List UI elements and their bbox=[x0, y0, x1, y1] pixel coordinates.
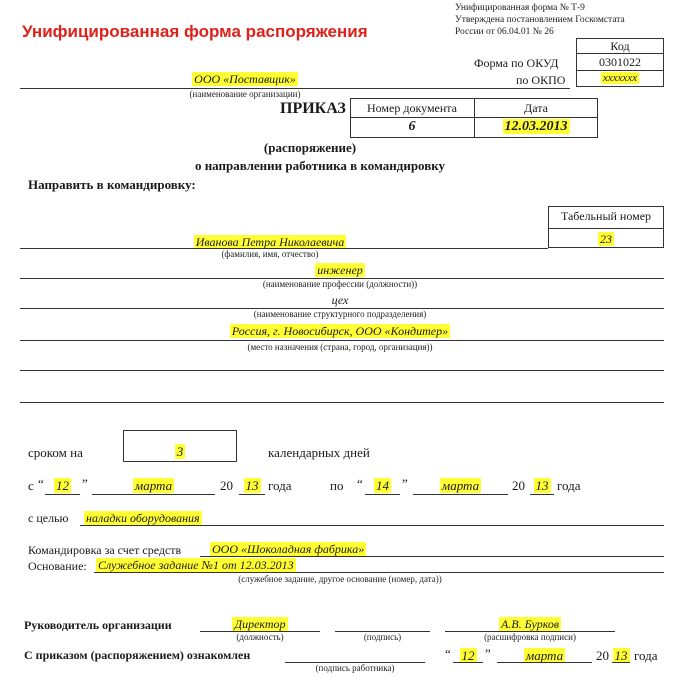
from-year-prefix: 20 bbox=[220, 478, 233, 493]
to-year-prefix: 20 bbox=[512, 478, 525, 493]
order-subtitle-2: о направлении работника в командировку bbox=[194, 158, 446, 173]
employee-destination-text: Россия, г. Новосибирск, ООО «Кондитер» bbox=[231, 324, 449, 338]
to-month bbox=[413, 478, 508, 494]
okpo-value bbox=[576, 72, 664, 84]
head-name-caption: (расшифровка подписи) bbox=[484, 632, 576, 642]
employee-destination bbox=[180, 324, 500, 339]
days-value-text: 3 bbox=[176, 444, 184, 459]
from-month-text: марта bbox=[134, 478, 173, 493]
send-label: Направить в командировку: bbox=[28, 177, 196, 192]
organization-caption: (наименование организации) bbox=[189, 89, 301, 99]
date-value bbox=[474, 119, 598, 135]
purpose-label: с целью bbox=[28, 511, 69, 525]
approval-date-line: России от 06.04.01 № 26 bbox=[455, 27, 554, 37]
from-open-quote: “ bbox=[38, 476, 44, 491]
destination-caption: (место назначения (страна, город, организация)) bbox=[247, 342, 433, 352]
funding-label: Командировка за счет средств bbox=[28, 543, 182, 557]
order-subtitle-1: (распоряжение) bbox=[263, 140, 357, 155]
employee-fio-caption: (фамилия, имя, отчество) bbox=[221, 249, 319, 259]
head-name bbox=[445, 617, 615, 632]
doc-number-value bbox=[350, 119, 474, 135]
days-value bbox=[123, 444, 237, 460]
head-name-text: А.В. Бурков bbox=[500, 617, 560, 631]
acknowledge-signature-caption: (подпись работника) bbox=[315, 663, 395, 673]
purpose-value bbox=[84, 511, 202, 526]
head-position-text: Директор bbox=[234, 617, 286, 631]
doc-number-label: Номер документа bbox=[366, 101, 458, 115]
page-title: Унифицированная форма распоряжения bbox=[22, 22, 368, 41]
from-year bbox=[239, 478, 265, 494]
period-for-label: сроком на bbox=[28, 445, 83, 460]
ack-month-text: марта bbox=[525, 648, 564, 663]
basis-caption: (служебное задание, другое основание (номер, дата)) bbox=[238, 574, 442, 584]
head-label: Руководитель организации bbox=[24, 618, 172, 632]
employee-department bbox=[240, 293, 440, 308]
basis-label: Основание: bbox=[28, 559, 87, 573]
ack-close-quote: ” bbox=[485, 646, 491, 661]
form-number-line: Унифицированная форма № Т-9 bbox=[455, 3, 585, 13]
tab-number-value bbox=[548, 232, 664, 247]
employee-department-text: цех bbox=[331, 293, 349, 307]
ack-year-word: года bbox=[634, 648, 658, 663]
ack-open-quote: “ bbox=[445, 646, 451, 661]
from-month bbox=[92, 478, 215, 494]
basis-value bbox=[96, 558, 296, 573]
to-close-quote: ” bbox=[402, 476, 408, 491]
to-year bbox=[530, 478, 554, 494]
from-day bbox=[45, 478, 80, 494]
order-title: ПРИКАЗ bbox=[280, 100, 346, 117]
from-day-text: 12 bbox=[56, 478, 69, 493]
ack-day-text: 12 bbox=[461, 648, 475, 663]
okud-label: Форма по ОКУД bbox=[474, 56, 559, 70]
organization-name-text: ООО «Поставщик» bbox=[194, 72, 296, 86]
employee-profession bbox=[240, 263, 440, 278]
to-day bbox=[365, 478, 400, 494]
employee-fio-text: Иванова Петра Николаевича bbox=[195, 235, 345, 249]
to-open-quote: “ bbox=[357, 476, 363, 491]
date-text: 12.03.2013 bbox=[504, 119, 568, 134]
days-label: календарных дней bbox=[268, 445, 370, 460]
form-header-info bbox=[455, 2, 625, 38]
funding-value bbox=[210, 542, 366, 557]
doc-number-text: 6 bbox=[408, 119, 416, 134]
funding-value-text: ООО «Шоколадная фабрика» bbox=[212, 542, 365, 556]
to-month-text: марта bbox=[441, 478, 480, 493]
okpo-value-text: xxxxxxx bbox=[602, 72, 638, 84]
purpose-value-text: наладки оборудования bbox=[86, 511, 200, 525]
employee-profession-text: инженер bbox=[317, 263, 363, 277]
basis-value-text: Служебное задание №1 от 12.03.2013 bbox=[98, 558, 294, 572]
to-year-word: года bbox=[557, 478, 581, 493]
to-label: по bbox=[330, 478, 344, 493]
profession-caption: (наименование профессии (должности)) bbox=[262, 279, 418, 289]
from-year-text: 13 bbox=[245, 478, 259, 493]
from-close-quote: ” bbox=[82, 476, 88, 491]
ack-year-prefix: 20 bbox=[596, 648, 609, 663]
from-label: с bbox=[28, 478, 34, 493]
head-position-caption: (должность) bbox=[236, 632, 284, 642]
from-year-word: года bbox=[268, 478, 292, 493]
okpo-label: по ОКПО bbox=[516, 73, 566, 87]
to-day-text: 14 bbox=[376, 478, 389, 493]
head-signature-caption: (подпись) bbox=[363, 632, 402, 642]
acknowledge-label: С приказом (распоряжением) ознакомлен bbox=[24, 648, 251, 662]
tab-number-label: Табельный номер bbox=[560, 209, 652, 223]
kod-header: Код bbox=[610, 39, 630, 53]
to-year-text: 13 bbox=[535, 478, 549, 493]
head-position bbox=[200, 617, 320, 632]
department-caption: (наименование структурного подразделения) bbox=[253, 309, 427, 319]
approval-line: Утверждена постановлением Госкомстата bbox=[455, 15, 625, 25]
ack-year-text: 13 bbox=[614, 648, 628, 663]
tab-number-text: 23 bbox=[600, 232, 612, 246]
okud-value: 0301022 bbox=[599, 55, 641, 69]
organization-name bbox=[130, 72, 360, 87]
date-label: Дата bbox=[524, 101, 548, 115]
